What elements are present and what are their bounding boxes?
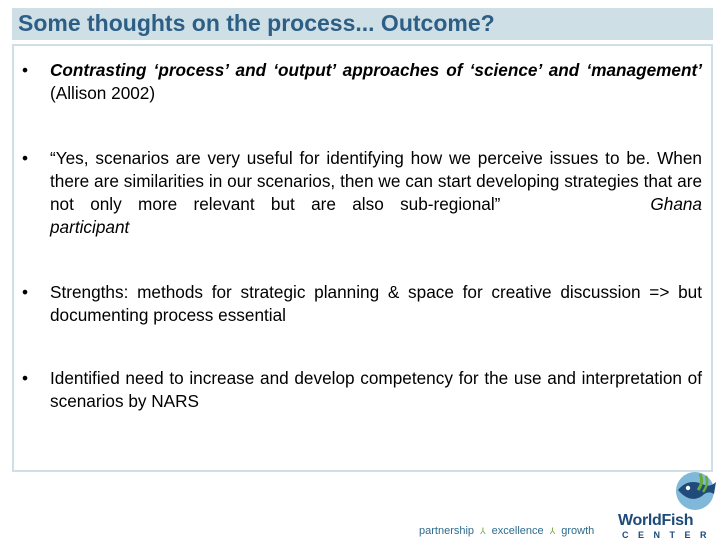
- bullet-item: [22, 59, 702, 105]
- bullet-marker: •: [22, 148, 29, 168]
- bullet-item: [22, 367, 702, 413]
- tagline-word: growth: [561, 525, 595, 537]
- fish-icon: [672, 470, 718, 512]
- bullet-text: Strengths: methods for strategic planning & space for creative discussion => but documenting process essential: [50, 282, 702, 325]
- bullet-item: [22, 147, 702, 239]
- footer-tagline: [419, 525, 594, 537]
- logo-subtitle: CENTER: [622, 530, 717, 540]
- bullet-marker: •: [22, 60, 29, 80]
- bullet-marker: •: [22, 368, 29, 388]
- tagline-word: excellence: [491, 525, 544, 537]
- bullet-text: Identified need to increase and develop competency for the use and interpretation of scenarios by NARS: [50, 368, 702, 411]
- bullet-quote: “Yes, scenarios are very useful for identifying how we perceive issues to be. When there are similarities in our scenarios, then we can start developing strategies that are not only more relevant but are also sub-regional”: [50, 148, 702, 214]
- worldfish-logo: [616, 470, 720, 542]
- bullet-marker: •: [22, 282, 29, 302]
- slide-title: Some thoughts on the process... Outcome?: [18, 10, 495, 36]
- tagline-separator-icon: ⅄: [480, 526, 486, 536]
- content-box: [12, 44, 713, 472]
- bullet-item: [22, 281, 702, 327]
- bullet-emphasis: Contrasting ‘process’ and ‘output’ approaches of ‘science’ and ‘management’: [50, 60, 702, 80]
- tagline-separator-icon: ⅄: [549, 526, 556, 536]
- logo-name: WorldFish: [618, 512, 694, 529]
- tagline-word: partnership: [419, 525, 475, 537]
- bullet-citation: (Allison 2002): [50, 83, 156, 103]
- quote-attribution: Ghana participant: [50, 194, 702, 237]
